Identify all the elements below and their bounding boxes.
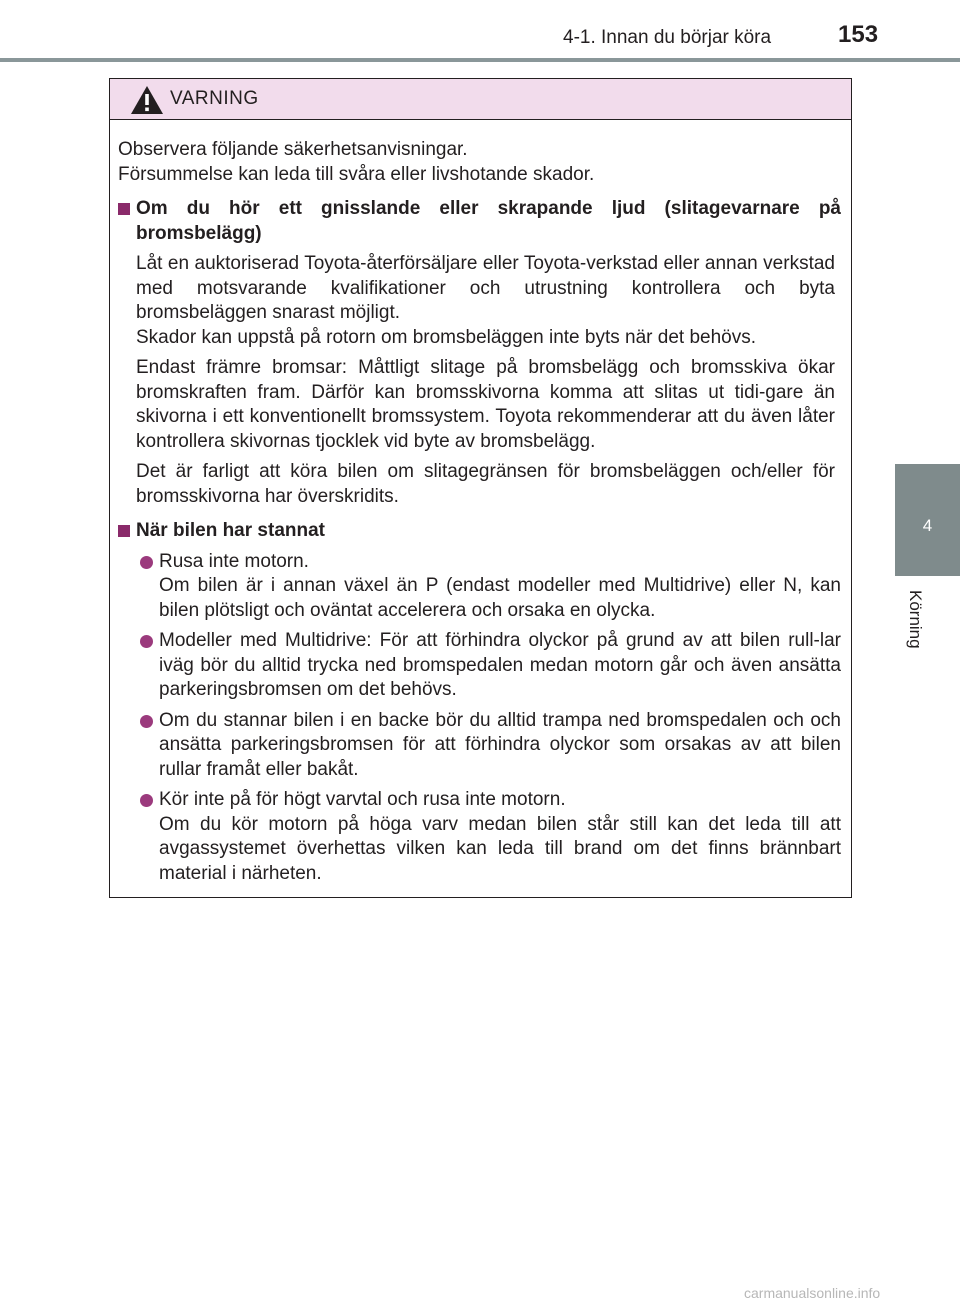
circle-bullet-icon <box>140 715 153 728</box>
list-item <box>136 629 841 703</box>
list-item <box>136 788 841 886</box>
paragraph <box>136 252 841 350</box>
warning-box <box>109 78 852 898</box>
warning-triangle-icon <box>130 85 164 115</box>
list-item-text <box>159 709 841 783</box>
intro-line: Observera följande säkerhetsanvisningar. <box>118 139 468 160</box>
warning-header <box>110 79 851 120</box>
section-heading-stopped <box>118 519 841 544</box>
list-item-line: Om bilen är i annan växel än P (endast modeller med Multidrive) eller N, kan bilen plötsligt och oväntat accelerera och orsaka en olycka. <box>159 575 841 621</box>
section-heading-text: När bilen har stannat <box>136 520 325 541</box>
square-bullet-icon <box>118 525 130 537</box>
section-title: 4-1. Innan du börjar köra <box>563 27 772 48</box>
intro-line: Försummelse kan leda till svåra eller livshotande skador. <box>118 163 595 185</box>
paragraph <box>136 460 841 509</box>
section-heading-brake-noise <box>118 197 841 246</box>
chapter-label: Körning <box>906 590 925 649</box>
list-item-text <box>159 629 841 703</box>
list-item-line: Om du stannar bilen i en backe bör du alltid trampa ned bromspedalen och och ansätta parkeringsbromsen för att förhindra olyckor som orsakas av att bilen rullar framåt eller bakåt. <box>159 709 841 780</box>
paragraph-line: Det är farligt att köra bilen om slitagegränsen för bromsbeläggen och/eller för bromsskivorna har överskridits. <box>136 461 835 507</box>
page-number: 153 <box>838 21 879 48</box>
circle-bullet-icon <box>140 794 153 807</box>
list-item <box>136 709 841 783</box>
circle-bullet-icon <box>140 635 153 648</box>
list-item <box>136 550 841 624</box>
list-item-line: Om du kör motorn på höga varv medan bilen står still kan det leda till att avgassystemet överhettas vilken kan leda till brand om det finns brännbart material i närheten. <box>159 813 841 884</box>
paragraph-line: Endast främre bromsar: Måttligt slitage på bromsbelägg och bromsskiva ökar bromskraften fram. Därför kan bromsskivorna komma att slitas ut tidi-gare än skivorna i ett konventionellt bromssystem. Toyota rekommenderar att du även låter kontrollera skivornas tjocklek vid byte av bromsbelägg. <box>136 357 835 452</box>
square-bullet-icon <box>118 203 130 215</box>
paragraph <box>136 356 841 454</box>
paragraph-line: Skador kan uppstå på rotorn om bromsbeläggen inte byts när det behövs. <box>136 326 756 348</box>
chapter-number: 4 <box>922 516 933 535</box>
watermark-link[interactable]: carmanualsonline.info <box>744 1285 881 1301</box>
section-heading-text: Om du hör ett gnisslande eller skrapande ljud (slitagevarnare på bromsbelägg) <box>136 198 841 244</box>
warning-intro <box>118 138 841 187</box>
circle-bullet-icon <box>140 556 153 569</box>
list-item-line: Kör inte på för högt varvtal och rusa inte motorn. <box>159 789 566 810</box>
paragraph-line: Låt en auktoriserad Toyota-återförsäljare eller Toyota-verkstad eller annan verkstad med motsvarande kvalifikationer och utrustning kontrollera och byta bromsbeläggen snarast möjligt. <box>136 253 835 323</box>
list-item-text <box>159 788 841 886</box>
header-divider <box>0 58 960 62</box>
warning-title: VARNING <box>170 88 259 109</box>
list-item-line: Rusa inte motorn. <box>159 550 309 572</box>
list-item-text <box>159 550 841 624</box>
warning-body <box>110 120 851 886</box>
list-item-line: Modeller med Multidrive: För att förhindra olyckor på grund av att bilen rull-lar iväg bör du alltid trycka ned bromspedalen medan motorn går och även ansätta parkeringsbromsen om det behövs. <box>159 630 841 700</box>
